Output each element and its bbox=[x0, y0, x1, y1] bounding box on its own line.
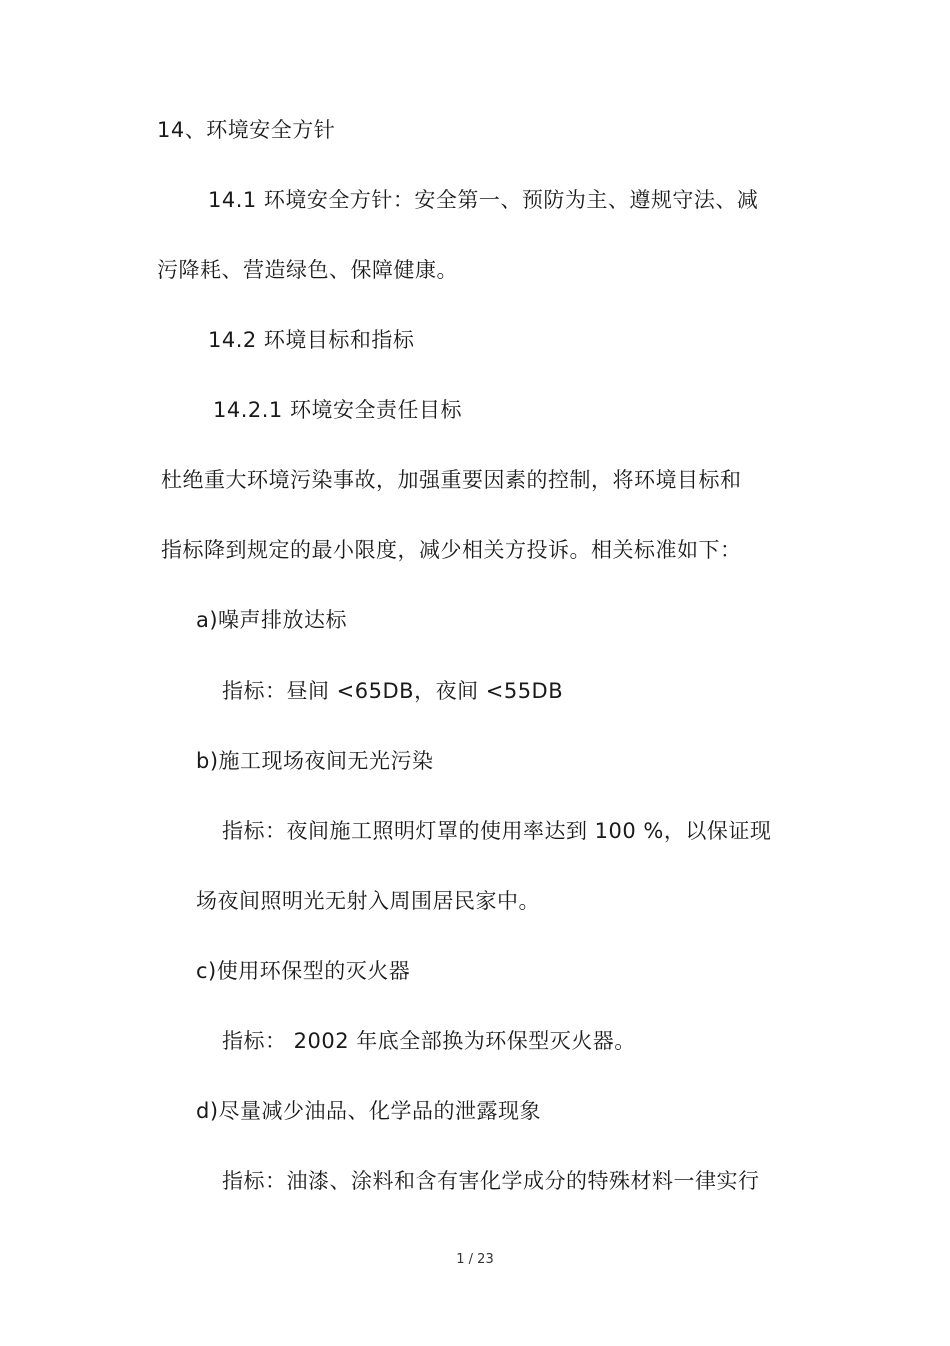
subsection-14-1-line-1: 14.1 环境安全方针：安全第一、预防为主、遵规守法、减 bbox=[208, 188, 759, 212]
item-d-indicator: 指标：油漆、涂料和含有害化学成分的特殊材料一律实行 bbox=[222, 1169, 760, 1193]
subsection-14-1-line-2: 污降耗、营造绿色、保障健康。 bbox=[157, 258, 458, 282]
subsection-14-2-1-heading: 14.2.1 环境安全责任目标 bbox=[213, 398, 462, 422]
item-b-indicator-line-2: 场夜间照明光无射入周围居民家中。 bbox=[196, 889, 540, 913]
item-c-heading: c)使用环保型的灭火器 bbox=[196, 959, 411, 983]
page-number: 1 / 23 bbox=[456, 1252, 494, 1267]
item-c-indicator: 指标： 2002 年底全部换为环保型灭火器。 bbox=[222, 1029, 636, 1053]
paragraph-line-2: 指标降到规定的最小限度，减少相关方投诉。相关标准如下： bbox=[161, 538, 742, 562]
item-b-indicator-line-1: 指标：夜间施工照明灯罩的使用率达到 100 %，以保证现 bbox=[222, 819, 772, 843]
section-heading-14: 14、环境安全方针 bbox=[157, 118, 336, 142]
item-a-indicator: 指标：昼间 <65DB，夜间 <55DB bbox=[222, 679, 564, 703]
subsection-14-2-heading: 14.2 环境目标和指标 bbox=[208, 328, 415, 352]
item-d-heading: d)尽量减少油品、化学品的泄露现象 bbox=[196, 1099, 542, 1123]
item-a-heading: a)噪声排放达标 bbox=[196, 608, 348, 632]
paragraph-line-1: 杜绝重大环境污染事故，加强重要因素的控制，将环境目标和 bbox=[161, 468, 742, 492]
item-b-heading: b)施工现场夜间无光污染 bbox=[196, 749, 434, 773]
